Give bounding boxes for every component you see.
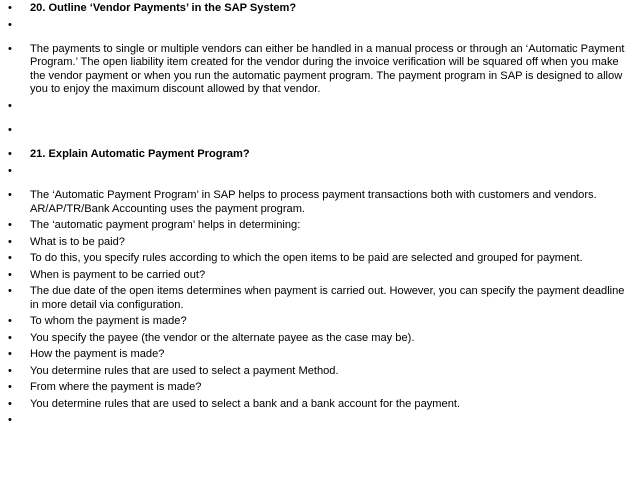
bullet-icon: • — [8, 99, 12, 112]
item-text: How the payment is made? — [30, 348, 165, 361]
list-item — [8, 398, 632, 411]
list-item — [8, 315, 632, 328]
bullet-icon: • — [8, 348, 12, 361]
bullet-icon: • — [8, 219, 12, 232]
list-item — [8, 365, 632, 378]
list-item — [8, 19, 632, 32]
item-text: The due date of the open items determines when payment is carried out. However, you can specify the payment deadline in more detail via configuration. — [30, 285, 625, 311]
list-item — [8, 269, 632, 282]
item-text: What is to be paid? — [30, 235, 125, 248]
item-text: To do this, you specify rules according to which the open items to be paid are selected and grouped for payment. — [30, 252, 583, 265]
item-text: The ‘Automatic Payment Program’ in SAP helps to process payment transactions both with customers and vendors. AR/AP/TR/Bank Accounting uses the payment program. — [30, 189, 597, 215]
item-text: The payments to single or multiple vendors can either be handled in a manual process or through an ‘Automatic Payment Program.’ The open liability item created for the vendor during the invoice verification will be squared off when you make the vendor payment or when you run the automatic payment program. The payment program in SAP is designed to allow you to enjoy the maximum discount allowed by that vendor. — [30, 42, 625, 96]
bullet-icon: • — [8, 235, 12, 248]
bullet-icon: • — [8, 164, 12, 177]
bullet-icon: • — [8, 381, 12, 394]
list-item — [8, 124, 632, 137]
list-item — [8, 148, 632, 161]
list-item — [8, 236, 632, 249]
bullet-icon: • — [8, 268, 12, 281]
list-item — [8, 414, 632, 427]
list-item — [8, 285, 632, 312]
item-text: You determine rules that are used to select a bank and a bank account for the payment. — [30, 397, 461, 410]
bullet-icon: • — [8, 285, 12, 298]
question-heading: 21. Explain Automatic Payment Program? — [30, 148, 250, 161]
list-item — [8, 348, 632, 361]
bullet-icon: • — [8, 124, 12, 136]
bullet-icon: • — [8, 42, 12, 55]
list-item — [8, 252, 632, 265]
item-text: From where the payment is made? — [30, 381, 202, 394]
bullet-icon: • — [8, 397, 12, 410]
bullet-icon: • — [8, 315, 12, 328]
list-item — [8, 100, 632, 113]
list-item — [8, 219, 632, 232]
bullet-icon: • — [8, 189, 12, 202]
item-text: When is payment to be carried out? — [30, 268, 206, 281]
bullet-icon: • — [8, 364, 12, 377]
list-item — [8, 2, 632, 15]
bullet-icon: • — [8, 331, 12, 344]
bullet-icon: • — [8, 18, 12, 31]
bullet-icon: • — [8, 252, 12, 265]
item-text: To whom the payment is made? — [30, 315, 187, 328]
list-item — [8, 332, 632, 345]
list-item — [8, 189, 632, 216]
bullet-list — [8, 2, 632, 431]
item-text: The ‘automatic payment program’ helps in determining: — [30, 219, 301, 232]
bullet-icon: • — [8, 414, 12, 427]
item-text: You determine rules that are used to select a payment Method. — [30, 364, 339, 377]
bullet-icon: • — [8, 2, 12, 14]
list-item — [8, 381, 632, 394]
question-heading: 20. Outline ‘Vendor Payments’ in the SAP System? — [30, 2, 297, 14]
list-item — [8, 43, 632, 97]
bullet-icon: • — [8, 148, 12, 161]
list-item — [8, 165, 632, 178]
item-text: You specify the payee (the vendor or the alternate payee as the case may be). — [30, 331, 415, 344]
